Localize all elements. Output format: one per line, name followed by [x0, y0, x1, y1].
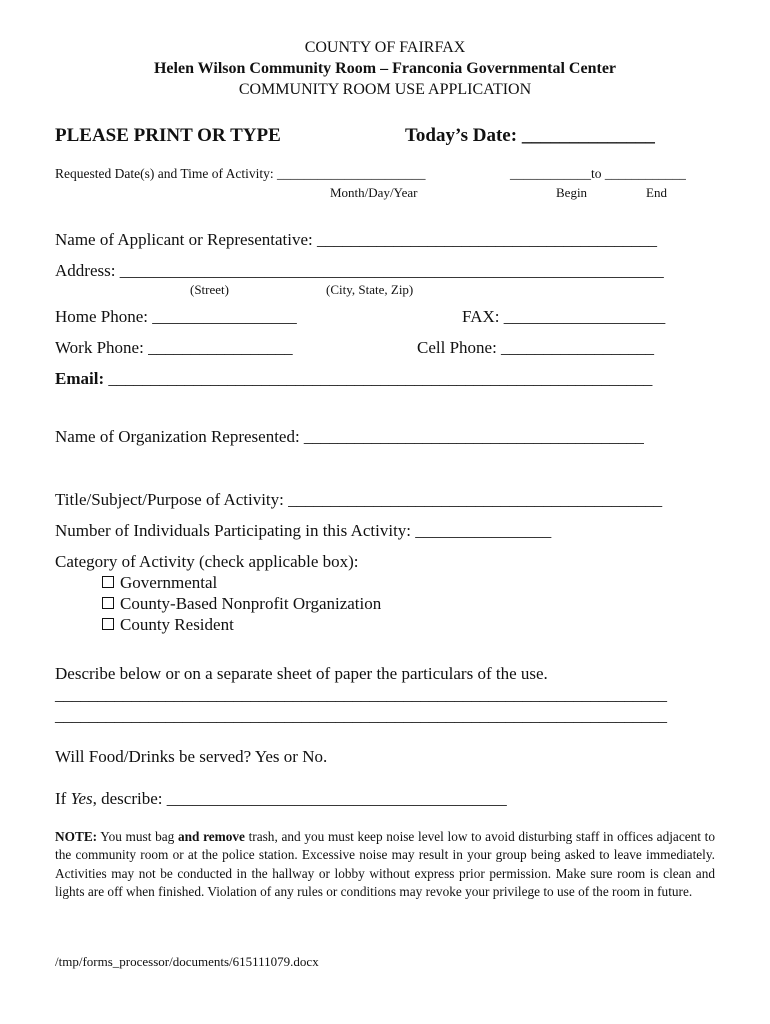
checkbox-icon[interactable] — [102, 576, 114, 588]
note-text-1: You must bag — [97, 829, 178, 844]
caption-begin: Begin — [556, 185, 588, 200]
fax-field[interactable]: FAX: ___________________ — [462, 307, 666, 326]
purpose-field[interactable]: Title/Subject/Purpose of Activity: ____________________________________________ — [55, 490, 663, 509]
organization-field[interactable]: Name of Organization Represented: ________________________________________ — [55, 427, 644, 446]
caption-end: End — [646, 185, 667, 200]
checkbox-icon[interactable] — [102, 618, 114, 630]
address-field[interactable]: Address: ________________________________________________________________ — [55, 261, 664, 280]
caption-month-day-year: Month/Day/Year — [330, 185, 418, 200]
food-question: Will Food/Drinks be served? Yes or No. — [55, 747, 328, 766]
note-text-2: trash, and you must keep noise level low to avoid disturbing staff in offices adjacent to the community room or at the police station. Excessive noise may result in your group being asked to leave immediately. Activities may not be conducted in the hallway or lobby without express prior permission. Make sure room is clean and lights are off when finished. Violation of any rules or conditions may revoke your privilege to use of the room in future. — [55, 829, 715, 899]
room-title: Helen Wilson Community Room – Franconia Governmental Center — [153, 60, 617, 77]
note-paragraph — [55, 828, 715, 901]
county-title: COUNTY OF FAIRFAX — [304, 39, 466, 56]
cell-phone-field[interactable]: Cell Phone: __________________ — [417, 338, 655, 357]
form-title: COMMUNITY ROOM USE APPLICATION — [238, 81, 532, 98]
checkbox-icon[interactable] — [102, 597, 114, 609]
describe-line-2[interactable]: ________________________________________________________________________ — [55, 706, 667, 725]
note-label: NOTE: — [55, 829, 98, 844]
email-blank: ________________________________________________________________ — [104, 369, 653, 388]
requested-date-field[interactable]: Requested Date(s) and Time of Activity: ______________________ — [55, 166, 426, 181]
option-label: County Resident — [120, 615, 234, 634]
category-option-resident[interactable] — [102, 615, 234, 635]
if-suffix: , describe: ________________________________________ — [92, 789, 507, 808]
email-label: Email: — [55, 369, 105, 388]
category-option-governmental[interactable] — [102, 573, 217, 593]
note-bold-text: and remove — [177, 829, 245, 844]
participants-field[interactable]: Number of Individuals Participating in this Activity: ________________ — [55, 521, 552, 540]
footer-file-path: /tmp/forms_processor/documents/615111079.docx — [55, 954, 319, 969]
option-label: County-Based Nonprofit Organization — [120, 594, 382, 613]
requested-time-field[interactable]: ____________to ____________ — [510, 166, 686, 181]
describe-line-1[interactable]: ________________________________________________________________________ — [55, 685, 667, 704]
caption-city-state-zip: (City, State, Zip) — [326, 282, 414, 297]
if-prefix: If — [55, 789, 71, 808]
if-yes-word: Yes — [70, 789, 93, 808]
work-phone-field[interactable]: Work Phone: _________________ — [55, 338, 293, 357]
food-description-field[interactable] — [55, 789, 507, 809]
describe-label: Describe below or on a separate sheet of paper the particulars of the use. — [55, 664, 548, 683]
print-instruction: PLEASE PRINT OR TYPE — [55, 125, 281, 146]
caption-street: (Street) — [190, 282, 229, 297]
todays-date-field[interactable]: Today’s Date: ______________ — [405, 125, 655, 146]
applicant-name-field[interactable]: Name of Applicant or Representative: ________________________________________ — [55, 230, 657, 249]
home-phone-field[interactable]: Home Phone: _________________ — [55, 307, 297, 326]
category-label: Category of Activity (check applicable box): — [55, 552, 359, 571]
email-field[interactable] — [55, 369, 652, 389]
option-label: Governmental — [120, 573, 218, 592]
category-option-nonprofit[interactable] — [102, 594, 381, 614]
